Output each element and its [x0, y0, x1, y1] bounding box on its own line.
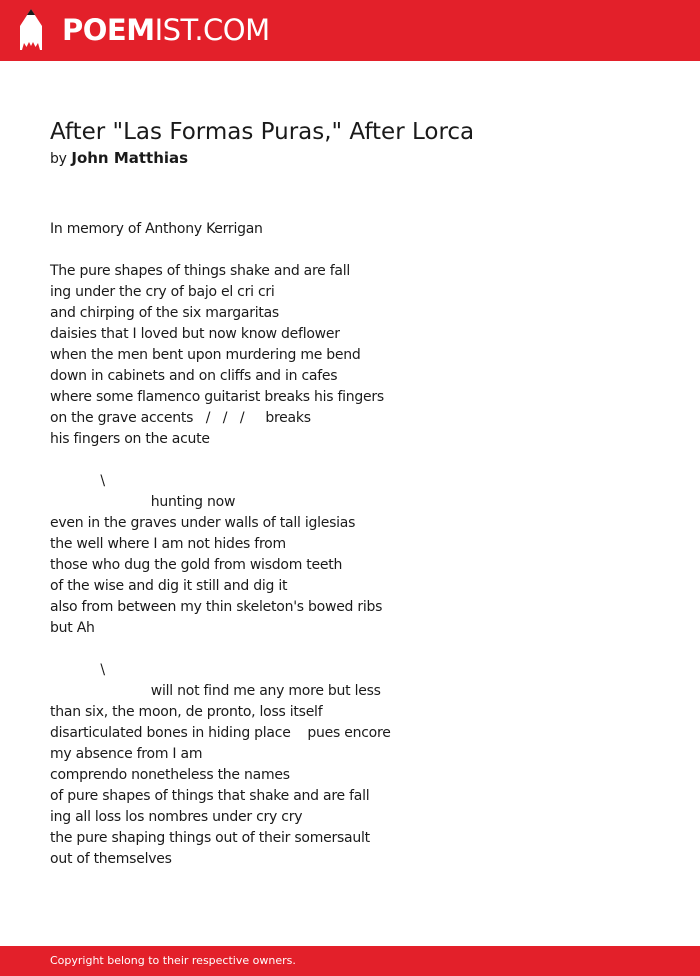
poem-line: ing all loss los nombres under cry cry	[50, 809, 303, 825]
poem-line: on the grave accents / / / breaks	[50, 410, 311, 426]
copyright-text: Copyright belong to their respective owners.	[50, 954, 296, 967]
poem-line: down in cabinets and on cliffs and in cafes	[50, 368, 338, 384]
poem-line: comprendo nonetheless the names	[50, 767, 290, 783]
poem-line: where some flamenco guitarist breaks his fingers	[50, 389, 384, 405]
logo-text-light: IST.COM	[154, 13, 270, 47]
poem-line: will not find me any more but less	[50, 683, 381, 699]
poem-line: and chirping of the six margaritas	[50, 305, 279, 321]
poem-line: daisies that I loved but now know deflower	[50, 326, 340, 342]
poem-line: those who dug the gold from wisdom teeth	[50, 557, 343, 573]
poem-line: his fingers on the acute	[50, 431, 210, 447]
poem-line: \	[50, 662, 105, 678]
poem-title: After "Las Formas Puras," After Lorca	[50, 119, 475, 145]
poem-line	[50, 450, 650, 471]
poem-line: the well where I am not hides from	[50, 536, 286, 552]
poem-line: even in the graves under walls of tall iglesias	[50, 515, 356, 531]
poem-line: of pure shapes of things that shake and are fall	[50, 788, 370, 804]
poem-line: than six, the moon, de pronto, loss itself	[50, 704, 323, 720]
site-header	[0, 0, 700, 61]
logo-text-bold: POEM	[62, 13, 155, 47]
poem-line: \	[50, 473, 105, 489]
poem-line: In memory of Anthony Kerrigan	[50, 221, 263, 237]
pencil-logo-icon[interactable]	[18, 9, 44, 51]
byline	[50, 148, 188, 170]
poem-line: ing under the cry of bajo el cri cri	[50, 284, 275, 300]
poem-line: my absence from I am	[50, 746, 203, 762]
poem-line: The pure shapes of things shake and are fall	[50, 263, 351, 279]
author-name[interactable]: John Matthias	[71, 149, 189, 167]
poem-line: of the wise and dig it still and dig it	[50, 578, 288, 594]
poem-line: also from between my thin skeleton's bowed ribs	[50, 599, 383, 615]
poem-line: but Ah	[50, 620, 95, 636]
site-footer	[0, 946, 700, 976]
site-logo[interactable]	[62, 12, 270, 48]
poem-line: out of themselves	[50, 851, 172, 867]
by-label: by	[50, 151, 67, 167]
poem-line	[50, 639, 650, 660]
poem-line: hunting now	[50, 494, 236, 510]
poem-line	[50, 240, 650, 261]
poem-body	[50, 219, 650, 870]
poem-line: when the men bent upon murdering me bend	[50, 347, 361, 363]
poem-line: the pure shaping things out of their somersault	[50, 830, 370, 846]
poem-line: disarticulated bones in hiding place pues encore	[50, 725, 391, 741]
